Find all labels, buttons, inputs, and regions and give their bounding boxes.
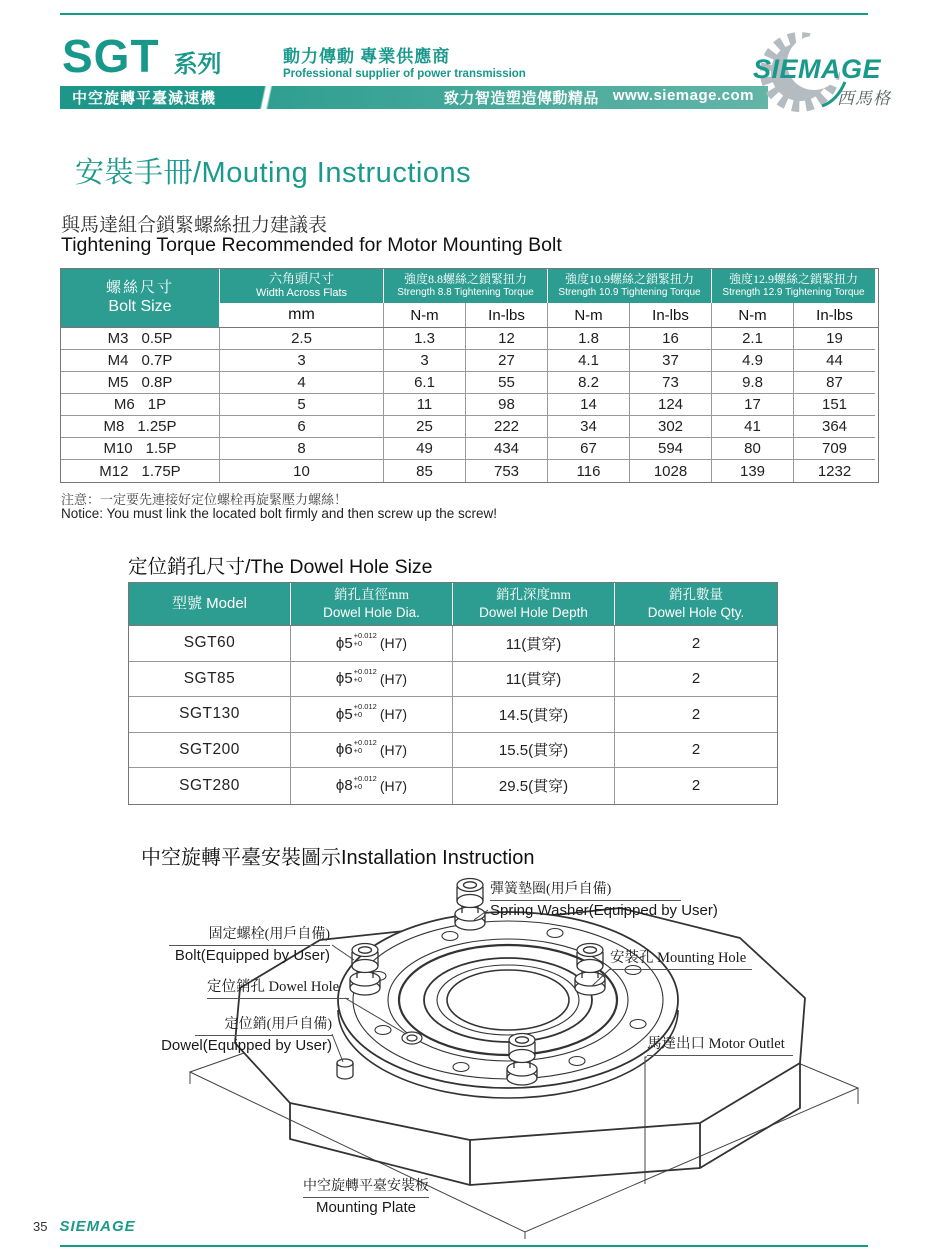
unit-inlbs: In-lbs <box>466 303 548 327</box>
footer-brand-logo: SIEMAGE <box>59 1218 136 1235</box>
brand-bar <box>60 86 768 109</box>
label-dowel: 定位銷(用戶自備) Dowel(Equipped by User) <box>161 1017 332 1055</box>
logo-text: SIEMAGE <box>753 54 882 84</box>
brand-bar-product-line: 中空旋轉平臺減速機 <box>72 91 217 107</box>
label-mounting-hole: 安裝孔 Mounting Hole <box>610 948 752 970</box>
tagline-zh: 動力傳動 專業供應商 <box>283 47 451 66</box>
series-wordmark <box>62 30 222 82</box>
label-motor-outlet: 馬達出口 Motor Outlet <box>647 1034 793 1056</box>
col-dowel-depth: 銷孔深度mm Dowel Hole Depth <box>453 583 615 625</box>
table-row: SGT280 ϕ8 +0.012 +0 (H7) 29.5(貫穿) 2 <box>129 768 777 804</box>
col-model: 型號 Model <box>129 583 291 625</box>
top-rule <box>60 13 868 15</box>
notice-en: Notice: You must link the located bolt firmly and then screw up the screw! <box>61 506 497 521</box>
table-row: M5 0.8P 4 6.1 55 8.2 73 9.8 87 <box>61 372 878 394</box>
unit-mm: mm <box>220 303 384 327</box>
page-footer <box>33 1218 136 1235</box>
col-dowel-qty: 銷孔數量 Dowel Hole Qty. <box>615 583 777 625</box>
label-dowel-hole: 定位銷孔 Dowel Hole <box>207 977 349 999</box>
brand-bar-url: www.siemage.com <box>612 87 754 104</box>
col-group-strength-12-9: 強度12.9螺絲之鎖緊扭力 Strength 12.9 Tightening Torque <box>712 269 875 303</box>
table-row: M10 1.5P 8 49 434 67 594 80 709 <box>61 438 878 460</box>
torque-heading-en: Tightening Torque Recommended for Motor Mounting Bolt <box>61 234 562 256</box>
table-row: M6 1P 5 11 98 14 124 17 151 <box>61 394 878 416</box>
tagline-en: Professional supplier of power transmission <box>283 68 526 81</box>
unit-nm: N-m <box>712 303 794 327</box>
logo-cn-text: 西馬格 <box>837 89 891 108</box>
torque-table <box>60 268 879 483</box>
series-name: SGT <box>62 30 160 82</box>
col-width-across-flats: 六角頭尺寸 Width Across Flats <box>220 269 384 303</box>
dowel-heading: 定位銷孔尺寸/The Dowel Hole Size <box>128 556 433 578</box>
siemage-logo <box>745 28 923 112</box>
table-row: SGT60 ϕ5 +0.012 +0 (H7) 11(貫穿) 2 <box>129 626 777 662</box>
unit-nm: N-m <box>548 303 630 327</box>
label-spring-washer: 彈簧墊圈(用戶自備) Spring Washer(Equipped by User) <box>490 882 718 920</box>
table-row: SGT200 ϕ6 +0.012 +0 (H7) 15.5(貫穿) 2 <box>129 733 777 769</box>
col-dowel-dia: 銷孔直徑mm Dowel Hole Dia. <box>291 583 453 625</box>
torque-table-header <box>61 269 878 328</box>
unit-inlbs: In-lbs <box>630 303 712 327</box>
unit-nm: N-m <box>384 303 466 327</box>
installation-heading: 中空旋轉平臺安裝圖示Installation Instruction <box>141 847 535 869</box>
torque-heading-zh: 與馬達組合鎖緊螺絲扭力建議表 <box>61 215 328 236</box>
table-row: M3 0.5P 2.5 1.3 12 1.8 16 2.1 19 <box>61 328 878 350</box>
label-mounting-plate: 中空旋轉平臺安裝板 Mounting Plate <box>303 1179 429 1217</box>
label-bolt: 固定螺栓(用戶自備) Bolt(Equipped by User) <box>169 924 330 966</box>
table-row: M12 1.75P 10 85 753 116 1028 139 1232 <box>61 460 878 482</box>
series-suffix: 系列 <box>173 52 222 78</box>
notice-zh: 注意：一定要先連接好定位螺栓再旋緊壓力螺絲！ <box>61 492 348 507</box>
table-row: M8 1.25P 6 25 222 34 302 41 364 <box>61 416 878 438</box>
page-number: 35 <box>33 1219 48 1234</box>
col-group-strength-8-8: 強度8.8螺絲之鎖緊扭力 Strength 8.8 Tightening Torque <box>384 269 548 303</box>
company-tagline <box>283 46 526 82</box>
dowel-table <box>128 582 778 805</box>
torque-table-body <box>61 328 878 482</box>
brand-bar-slogan: 致力智造塑造傳動精品 <box>443 90 599 107</box>
table-row: SGT130 ϕ5 +0.012 +0 (H7) 14.5(貫穿) 2 <box>129 697 777 733</box>
bottom-rule <box>60 1245 868 1247</box>
col-bolt-size: 螺絲尺寸 Bolt Size <box>61 269 220 327</box>
unit-inlbs: In-lbs <box>794 303 875 327</box>
table-row: SGT85 ϕ5 +0.012 +0 (H7) 11(貫穿) 2 <box>129 662 777 698</box>
dowel-table-header <box>129 583 777 626</box>
col-group-strength-10-9: 強度10.9螺絲之鎖緊扭力 Strength 10.9 Tightening Torque <box>548 269 712 303</box>
table-row: M4 0.7P 3 3 27 4.1 37 4.9 44 <box>61 350 878 372</box>
page-title: 安裝手冊/Mouting Instructions <box>75 157 472 189</box>
